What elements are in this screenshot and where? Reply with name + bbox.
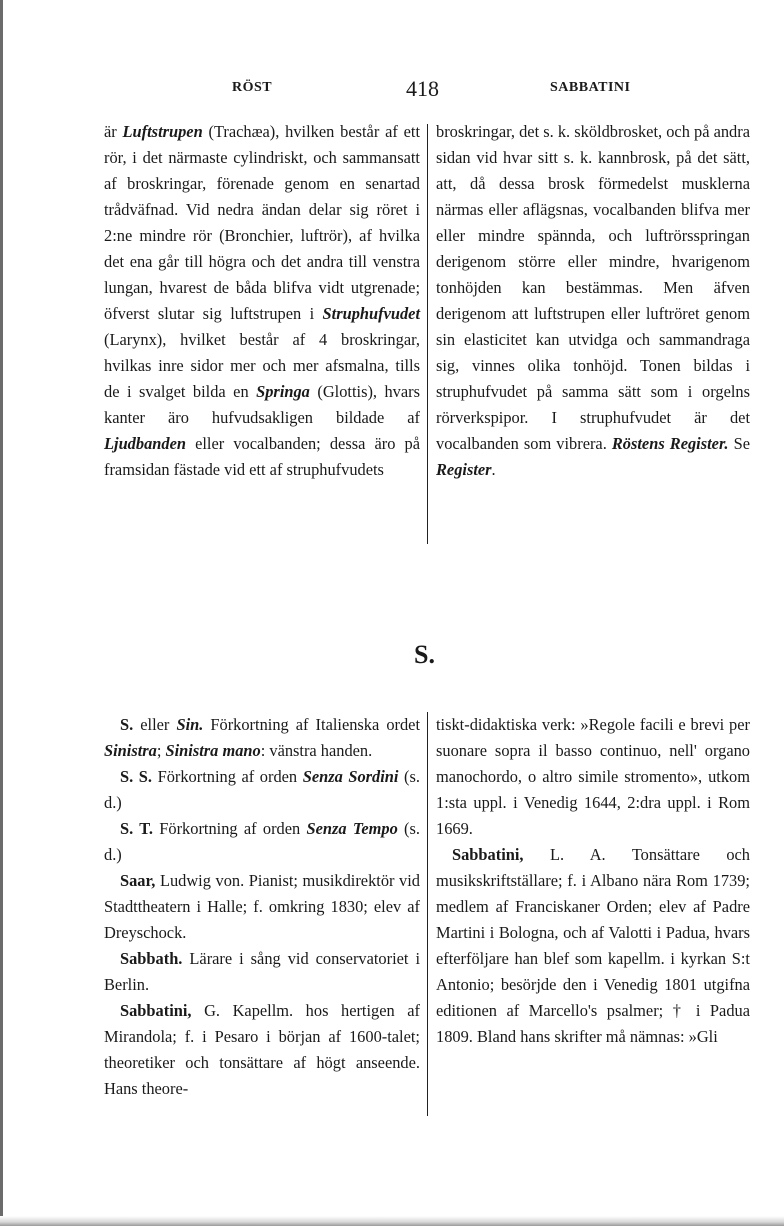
- text-run: Förkortning af orden: [152, 767, 303, 786]
- running-head: [104, 76, 664, 106]
- italic-term: Sinistra mano: [165, 741, 261, 760]
- paragraph: [104, 119, 420, 483]
- italic-term: Sinistra: [104, 741, 157, 760]
- text-run: L. A. Tonsättare och musikskriftställare; f. i Albano nära Rom 1739; medlem af Franciskaner Orden; elev af Padre Martini i Bologna, och af Valotti i Padua, hvars efterföljare han blef som kapellm. i kyrkan S:t Antonio; besörjde den i Venedig 1801 utgifna editionen af Marcello's psalmer; † i Padua 1809. Bland hans skrifter må nämnas: »Gli: [436, 845, 750, 1046]
- italic-term: Struphufvudet: [322, 304, 420, 323]
- text-run: (s. d.): [104, 819, 420, 864]
- text-run: tiskt-didaktiska verk: »Regole facili e brevi per suonare sopra il basso continuo, nell' organo manochordo, o altro simile stromento», utkom 1:sta uppl. i Venedig 1644, 2:dra uppl. i Rom 1669.: [436, 715, 750, 838]
- upper-right-column: [436, 119, 750, 483]
- text-run: Ludwig von. Pianist; musikdirektör vid Stadttheatern i Halle; f. omkring 1830; elev af Dreyschock.: [104, 871, 420, 942]
- text-run: Lärare i sång vid conservatoriet i Berlin.: [104, 949, 420, 994]
- italic-term: Senza Sordini: [302, 767, 399, 786]
- text-run: G. Kapellm. hos hertigen af Mirandola; f. i Pesaro i början af 1600-talet; theoretiker och tonsättare af högt anseende. Hans theore-: [104, 1001, 420, 1098]
- text-run: broskringar, det s. k. sköldbrosket, och på andra sidan vid hvar sitt s. k. kannbrosk, på det sätt, att, då dessa brosk förmedelst musklerna närmas eller aflägsnas, vocalbanden blifva mer eller mindre spännda, och luftrörsspringan derigenom större eller mindre, hvarigenom tonhöjden kan bestämmas. Men äfven derigenom att luftstrupen eller luftröret genom sin elasticitet kan utvidga och sammandraga sig, vinnes olika tonhöjd. Tonen bildas i struphufvudet på samma sätt som i orgelns rörverkspipor. I struphufvudet är det vocalbanden som vibrera.: [436, 122, 750, 453]
- text-run: ;: [156, 741, 166, 760]
- text-run: (s. d.): [104, 767, 420, 812]
- entry-headword: S. T.: [120, 819, 154, 838]
- running-head-right: SABBATINI: [550, 80, 631, 95]
- dictionary-entry: [436, 842, 750, 1050]
- text-run: (Larynx), hvilket består af 4 broskringar, hvilkas inre sidor mer och mer afsmalna, tills de i svalget bilda en: [104, 330, 420, 401]
- dictionary-entry: [104, 946, 420, 998]
- page-edge-bottom: [0, 1216, 784, 1226]
- lower-right-column: [436, 712, 750, 1050]
- italic-term: Röstens Register.: [611, 434, 729, 453]
- text-run: Se: [728, 434, 750, 453]
- entry-headword: Sabbatini,: [452, 845, 524, 864]
- text-run: är: [104, 122, 123, 141]
- page-number: 418: [406, 76, 439, 101]
- dictionary-entry: [104, 712, 420, 764]
- text-run: .: [491, 460, 496, 479]
- entry-headword: S.: [120, 715, 134, 734]
- italic-term: Register: [436, 460, 492, 479]
- italic-term: Luftstrupen: [122, 122, 203, 141]
- italic-term: Sin.: [176, 715, 204, 734]
- text-run: (Glottis), hvars kanter äro hufvudsakligen bildade af: [104, 382, 420, 427]
- entry-headword: S. S.: [120, 767, 153, 786]
- text-run: Förkortning af Italienska ordet: [203, 715, 421, 734]
- text-run: (Trachæa), hvilken består af ett rör, i det närmaste cylindriskt, och sammansatt af broskringar, förenade genom en senartad trådväfnad. Vid nedra ändan delar sig röret i 2:ne mindre rör (Bronchier, luftrör), af hvilka det ena går till högra och det andra till venstra lungan, hvarest de båda blifva vidt utgrenade; öfverst slutar sig luftstrupen i: [104, 122, 420, 323]
- text-run: : vänstra handen.: [260, 741, 373, 760]
- paragraph: [436, 119, 750, 483]
- italic-term: Senza Tempo: [306, 819, 398, 838]
- italic-term: Ljudbanden: [104, 434, 186, 453]
- entry-headword: Saar,: [120, 871, 156, 890]
- italic-term: Springa: [256, 382, 310, 401]
- section-heading: S.: [414, 640, 435, 669]
- dictionary-entry: [436, 712, 750, 842]
- column-divider-lower: [427, 712, 428, 1116]
- page-edge-left: [0, 0, 3, 1226]
- entry-headword: Sabbatini,: [120, 1001, 192, 1020]
- text-run: eller vocalbanden; dessa äro på framsidan fästade vid ett af struphufvudets: [104, 434, 420, 479]
- entry-headword: Sabbath.: [120, 949, 183, 968]
- dictionary-entry: [104, 816, 420, 868]
- dictionary-entry: [104, 868, 420, 946]
- column-divider-upper: [427, 124, 428, 544]
- lower-left-column: [104, 712, 420, 1102]
- text-run: Förkortning af orden: [153, 819, 307, 838]
- running-head-left: RÖST: [232, 80, 273, 95]
- dictionary-entry: [104, 998, 420, 1102]
- text-run: eller: [133, 715, 177, 734]
- dictionary-entry: [104, 764, 420, 816]
- upper-left-column: [104, 119, 420, 483]
